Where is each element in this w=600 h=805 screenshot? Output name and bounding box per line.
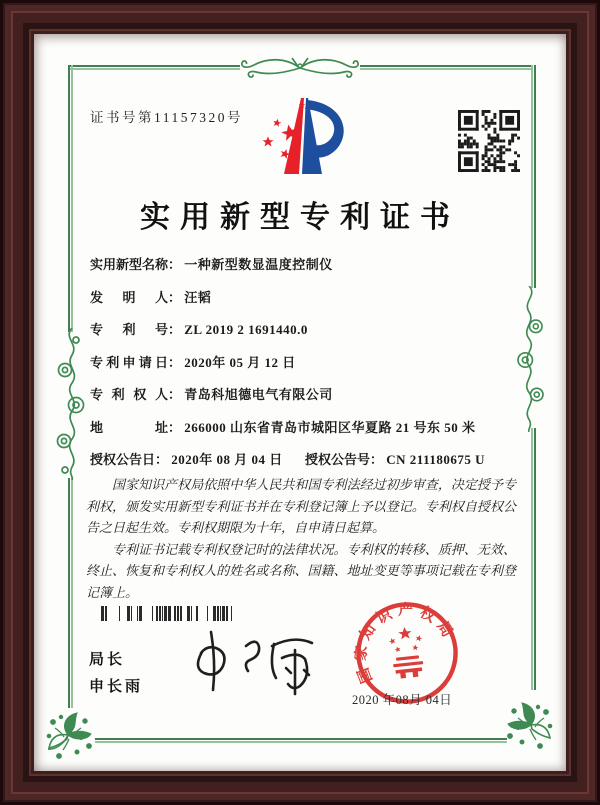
seal-text: 国家知识产权局: [352, 602, 458, 685]
legal-text: [86, 474, 516, 603]
field-row: 地址： 266000 山东省青岛市城阳区华夏路 21 号东 50 米: [90, 417, 530, 450]
certificate-paper: [34, 34, 566, 771]
field-list: [90, 254, 530, 482]
field-label: 授权公告日: [90, 452, 156, 467]
field-label: 专利申请日: [90, 354, 168, 370]
field-label: 授权公告号: [305, 452, 371, 467]
border-right-lower: [531, 428, 536, 690]
qr-code: [458, 110, 520, 172]
field-row: 专利申请日： 2020年 05 月 12 日: [90, 352, 530, 385]
cnipa-logo-icon: [244, 92, 356, 180]
field-value: 2020年 05 月 12 日: [184, 354, 296, 370]
field-row: 实用新型名称： 一种新型数显温度控制仪: [90, 254, 530, 287]
grant-number: CN 211180675 U: [386, 452, 485, 467]
field-label: 专利权人: [90, 387, 168, 402]
scroll-flourish-icon: [237, 52, 363, 88]
field-value: 266000 山东省青岛市城阳区华夏路 21 号东 50 米: [184, 419, 476, 435]
field-row: 专利号： ZL 2019 2 1691440.0: [90, 319, 530, 352]
issuer-block: [89, 646, 143, 700]
grant-number-group: 授权公告号： CN 211180675 U: [305, 449, 485, 468]
grant-row: 授权公告日： 2020年 08 月 04 日 授权公告号： CN 211180675 U: [90, 449, 530, 482]
seal-date: 2020 年08月 04日: [352, 693, 453, 707]
field-label: 地址: [90, 419, 168, 435]
issuer-title: 局长: [89, 651, 126, 668]
handwritten-signature-icon: [174, 618, 334, 702]
paragraph: 国家知识产权局依照中华人民共和国专利法经过初步审查，决定授予专利权，颁发实用新型专利证书并在专利登记簿上予以登记。专利权自授权公告之日起生效。专利权期限为十年，自申请日起算。: [86, 477, 516, 535]
floral-cluster-icon: [41, 708, 95, 762]
border-bottom: [95, 738, 507, 743]
vine-scroll-icon: [51, 328, 89, 480]
border-right-upper: [531, 65, 536, 288]
field-value: 一种新型数显温度控制仪: [184, 257, 333, 272]
field-label: 发明人: [90, 289, 168, 305]
field-row: 发明人： 汪韬: [90, 287, 530, 320]
field-value: ZL 2019 2 1691440.0: [184, 322, 308, 337]
field-row: 专利权人： 青岛科旭德电气有限公司: [90, 384, 530, 417]
field-label: 实用新型名称: [90, 257, 169, 272]
border-top-left: [68, 65, 240, 70]
paragraph: 专利证书记载专利权登记时的法律状况。专利权的转移、质押、无效、终止、恢复和专利权人的姓名或名称、国籍、地址变更等事项记载在专利登记簿上。: [86, 541, 516, 600]
border-top-right: [360, 65, 531, 70]
field-value: 汪韬: [184, 289, 212, 305]
field-label: 专利号: [90, 322, 168, 337]
border-left-lower: [68, 478, 73, 708]
issuer-name: 申长雨: [89, 678, 144, 695]
grant-date: 2020年 08 月 04 日: [171, 452, 283, 467]
certificate-title: 实用新型专利证书: [140, 201, 460, 234]
certificate-number: 证书号第11157320号: [90, 110, 243, 125]
field-value: 青岛科旭德电气有限公司: [184, 387, 333, 402]
floral-cluster-icon: [504, 696, 558, 754]
